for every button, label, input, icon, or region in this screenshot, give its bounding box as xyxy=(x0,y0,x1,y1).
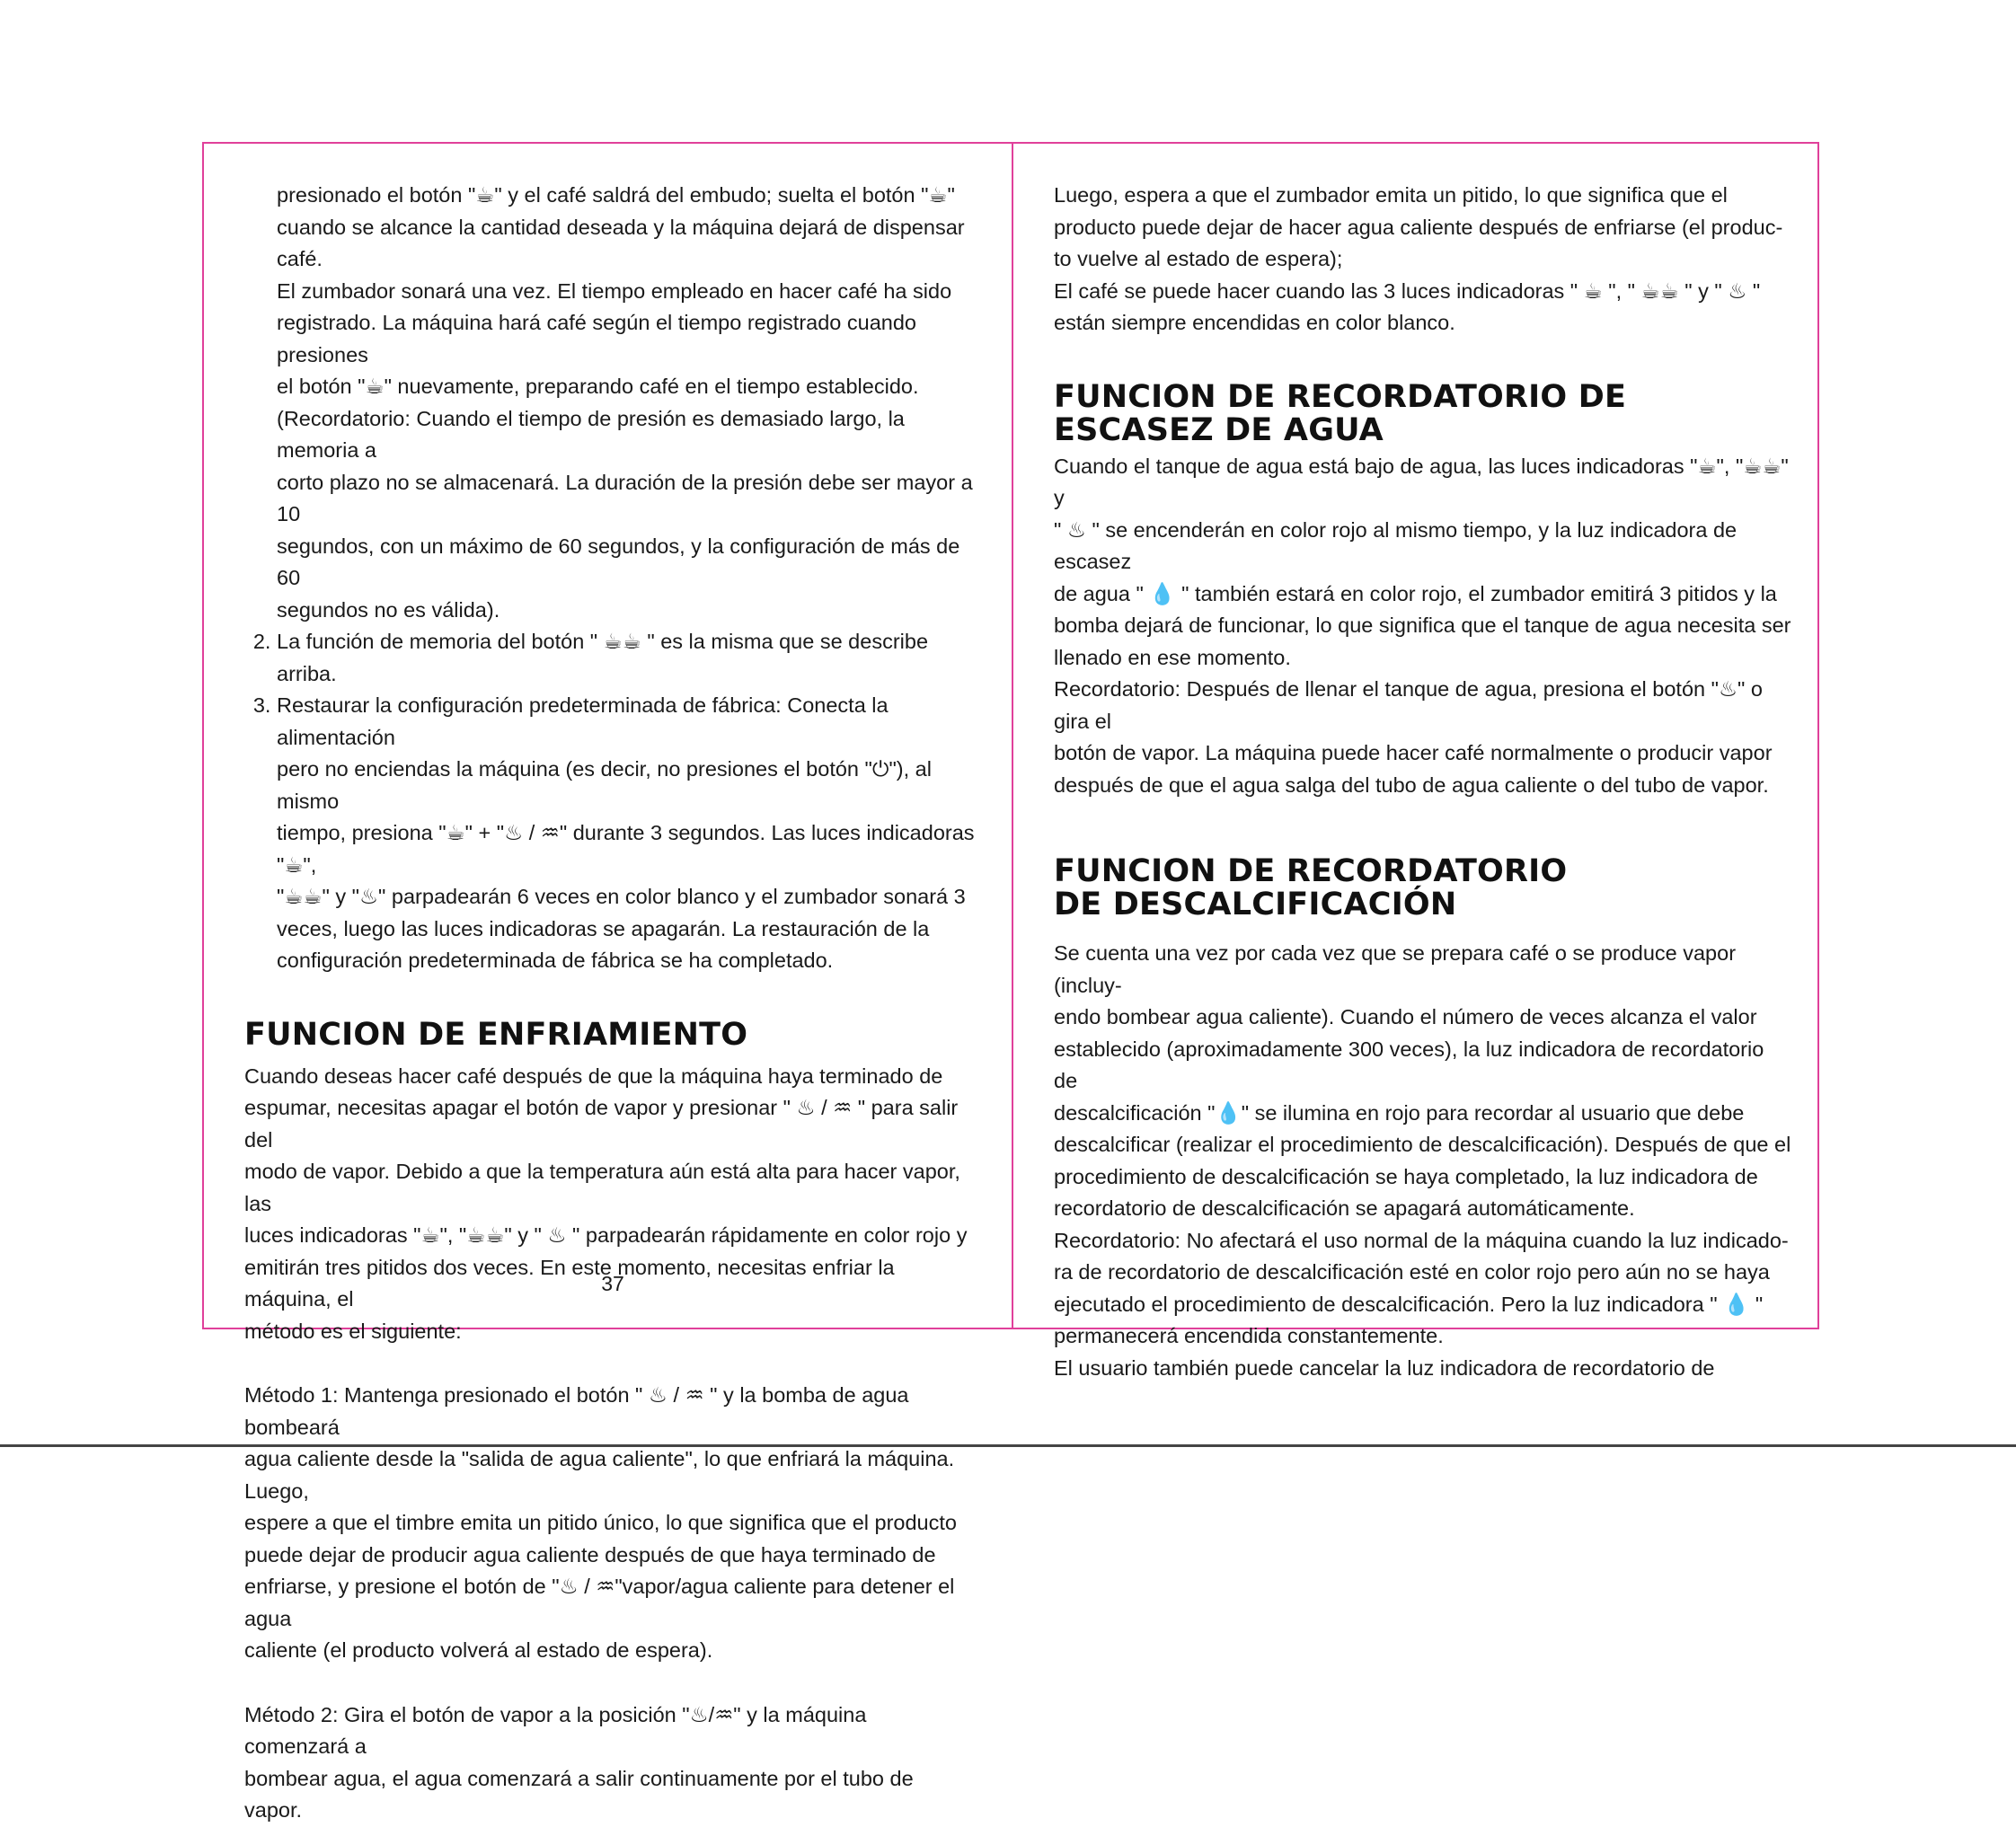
heading-line: ESCASEZ DE AGUA xyxy=(1054,411,1384,448)
heading-line: FUNCION DE RECORDATORIO xyxy=(1054,853,1568,889)
text-line: registrado. La máquina hará café según el tiempo registrado cuando presiones xyxy=(277,311,916,366)
heading-water-shortage xyxy=(1054,378,1792,448)
text-line: procedimiento de descalcificación se haya completado, la luz indicadora de xyxy=(1054,1164,1758,1188)
text-line: segundos no es válida). xyxy=(277,597,500,622)
text-line: Recordatorio: Después de llenar el tanque de agua, presiona el botón "♨" o gira el xyxy=(1054,677,1763,733)
text-line: modo de vapor. Debido a que la temperatura aún está alta para hacer vapor, las xyxy=(244,1160,960,1215)
memory-paragraph xyxy=(244,180,977,626)
cooling-paragraph xyxy=(244,1061,977,1348)
page-divider xyxy=(1012,142,1013,1329)
text-line: caliente (el producto volverá al estado de espera). xyxy=(244,1638,713,1662)
heading-descaling xyxy=(1054,855,1792,922)
text-line: veces, luego las luces indicadoras se apagarán. La restauración de la xyxy=(277,916,930,940)
intro-paragraph xyxy=(1054,180,1792,340)
text-line: luces indicadoras "☕", "☕☕" y " ♨ " parpadearán rápidamente en color rojo y xyxy=(244,1223,968,1247)
text-line: " ♨ " se encenderán en color rojo al mismo tiempo, y la luz indicadora de escasez xyxy=(1054,517,1737,573)
method1-paragraph xyxy=(244,1380,977,1667)
text-line: La función de memoria del botón " ☕☕ " es la misma que se describe arriba. xyxy=(277,630,929,685)
text-line: cuando se alcance la cantidad deseada y la máquina dejará de dispensar café. xyxy=(277,215,965,270)
text-line: bombear agua, el agua comenzará a salir continuamente por el tubo de vapor. xyxy=(244,1766,914,1822)
text-line: enfriarse, y presione el botón de "♨ / ♒"vapor/agua caliente para detener el agua xyxy=(244,1575,955,1630)
text-line: llenado en ese momento. xyxy=(1054,645,1291,669)
text-line: están siempre encendidas en color blanco. xyxy=(1054,311,1455,334)
text-line: presionado el botón "☕" y el café saldrá del embudo; suelta el botón "☕" xyxy=(277,183,955,207)
text-line: Cuando el tanque de agua está bajo de agua, las luces indicadoras "☕", "☕☕" y xyxy=(1054,454,1789,509)
text-line: Luego, espera a que el zumbador emita un pitido, lo que significa que el xyxy=(1054,183,1728,207)
text-line: endo bombear agua caliente). Cuando el número de veces alcanza el valor xyxy=(1054,1005,1757,1028)
list-item xyxy=(277,626,977,690)
heading-cooling: FUNCION DE ENFRIAMIENTO xyxy=(244,1016,748,1053)
descale-paragraph xyxy=(1054,938,1792,1384)
text-line: tiempo, presiona "☕" + "♨ / ♒" durante 3 segundos. Las luces indicadoras "☕", xyxy=(277,821,975,877)
text-line: to vuelve al estado de espera); xyxy=(1054,247,1343,270)
text-line: segundos, con un máximo de 60 segundos, y la configuración de más de 60 xyxy=(277,534,960,589)
method2-paragraph xyxy=(244,1699,977,1827)
text-line: Cuando deseas hacer café después de que la máquina haya terminado de xyxy=(244,1064,943,1088)
text-line: recordatorio de descalcificación se apagará automáticamente. xyxy=(1054,1196,1635,1220)
text-line: bomba dejará de funcionar, lo que significa que el tanque de agua necesita ser xyxy=(1054,613,1791,637)
heading-line: DE DESCALCIFICACIÓN xyxy=(1054,887,1457,922)
text-line: ra de recordatorio de descalcificación esté en color rojo pero aún no se haya xyxy=(1054,1260,1770,1284)
text-line: permanecerá encendida constantemente. xyxy=(1054,1324,1444,1347)
text-line: El café se puede hacer cuando las 3 luces indicadoras " ☕ ", " ☕☕ " y " ♨ " xyxy=(1054,278,1761,303)
text-line: Recordatorio: No afectará el uso normal de la máquina cuando la luz indicado- xyxy=(1054,1228,1789,1252)
text-line: método es el siguiente: xyxy=(244,1319,462,1343)
text-line: corto plazo no se almacenará. La duración de la presión debe ser mayor a 10 xyxy=(277,470,973,525)
text-line: El zumbador sonará una vez. El tiempo empleado en hacer café ha sido xyxy=(277,278,952,303)
text-line: Se cuenta una vez por cada vez que se prepara café o se produce vapor (incluy- xyxy=(1054,941,1737,997)
text-line: configuración predeterminada de fábrica se ha completado. xyxy=(277,949,834,972)
page-number: 37 xyxy=(601,1272,624,1295)
text-line: "☕☕" y "♨" parpadearán 6 veces en color blanco y el zumbador sonará 3 xyxy=(277,885,966,908)
numbered-list xyxy=(244,626,977,977)
text-line: agua caliente desde la "salida de agua caliente", lo que enfriará la máquina. Luego, xyxy=(244,1447,955,1503)
list-item xyxy=(277,690,977,977)
water-paragraph xyxy=(1054,451,1792,802)
text-line: Método 1: Mantenga presionado el botón " ♨ / ♒ " y la bomba de agua bombeará xyxy=(244,1383,909,1439)
left-page xyxy=(244,180,977,1827)
text-line: Método 2: Gira el botón de vapor a la posición "♨/♒" y la máquina comenzará a xyxy=(244,1702,867,1758)
bottom-edge-line xyxy=(0,1444,2016,1447)
text-line: (Recordatorio: Cuando el tiempo de presión es demasiado largo, la memoria a xyxy=(277,406,905,462)
text-line: descalcificación "💧" se ilumina en rojo para recordar al usuario que debe xyxy=(1054,1100,1745,1125)
text-line: el botón "☕" nuevamente, preparando café en el tiempo establecido. xyxy=(277,375,919,398)
right-page xyxy=(1054,180,1792,1384)
text-line: El usuario también puede cancelar la luz indicadora de recordatorio de xyxy=(1054,1355,1715,1380)
text-line: de agua " 💧 " también estará en color rojo, el zumbador emitirá 3 pitidos y la xyxy=(1054,581,1777,605)
text-line: ejecutado el procedimiento de descalcificación. Pero la luz indicadora " 💧 " xyxy=(1054,1292,1764,1316)
text-line: 3. Restaurar la configuración predeterminada de fábrica: Conecta la alimentación xyxy=(277,693,889,749)
heading-line: FUNCION DE RECORDATORIO DE xyxy=(1054,378,1627,415)
text-line: espumar, necesitas apagar el botón de vapor y presionar " ♨ / ♒ " para salir del xyxy=(244,1096,959,1152)
text-line: espere a que el timbre emita un pitido único, lo que significa que el producto xyxy=(244,1511,957,1534)
text-line: pero no enciendas la máquina (es decir, no presiones el botón "⏻"), al mismo xyxy=(277,757,932,813)
text-line: producto puede dejar de hacer agua caliente después de enfriarse (el produc- xyxy=(1054,215,1783,239)
text-line: puede dejar de producir agua caliente después de que haya terminado de xyxy=(244,1542,936,1567)
text-line: botón de vapor. La máquina puede hacer café normalmente o producir vapor xyxy=(1054,741,1773,764)
text-line: descalcificar (realizar el procedimiento de descalcificación). Después de que el xyxy=(1054,1133,1791,1156)
text-line: emitirán tres pitidos dos veces. En este momento, necesitas enfriar la máquina, el xyxy=(244,1255,895,1311)
text-line: establecido (aproximadamente 300 veces), la luz indicadora de recordatorio de xyxy=(1054,1037,1764,1092)
text-line: después de que el agua salga del tubo de agua caliente o del tubo de vapor. xyxy=(1054,772,1769,797)
